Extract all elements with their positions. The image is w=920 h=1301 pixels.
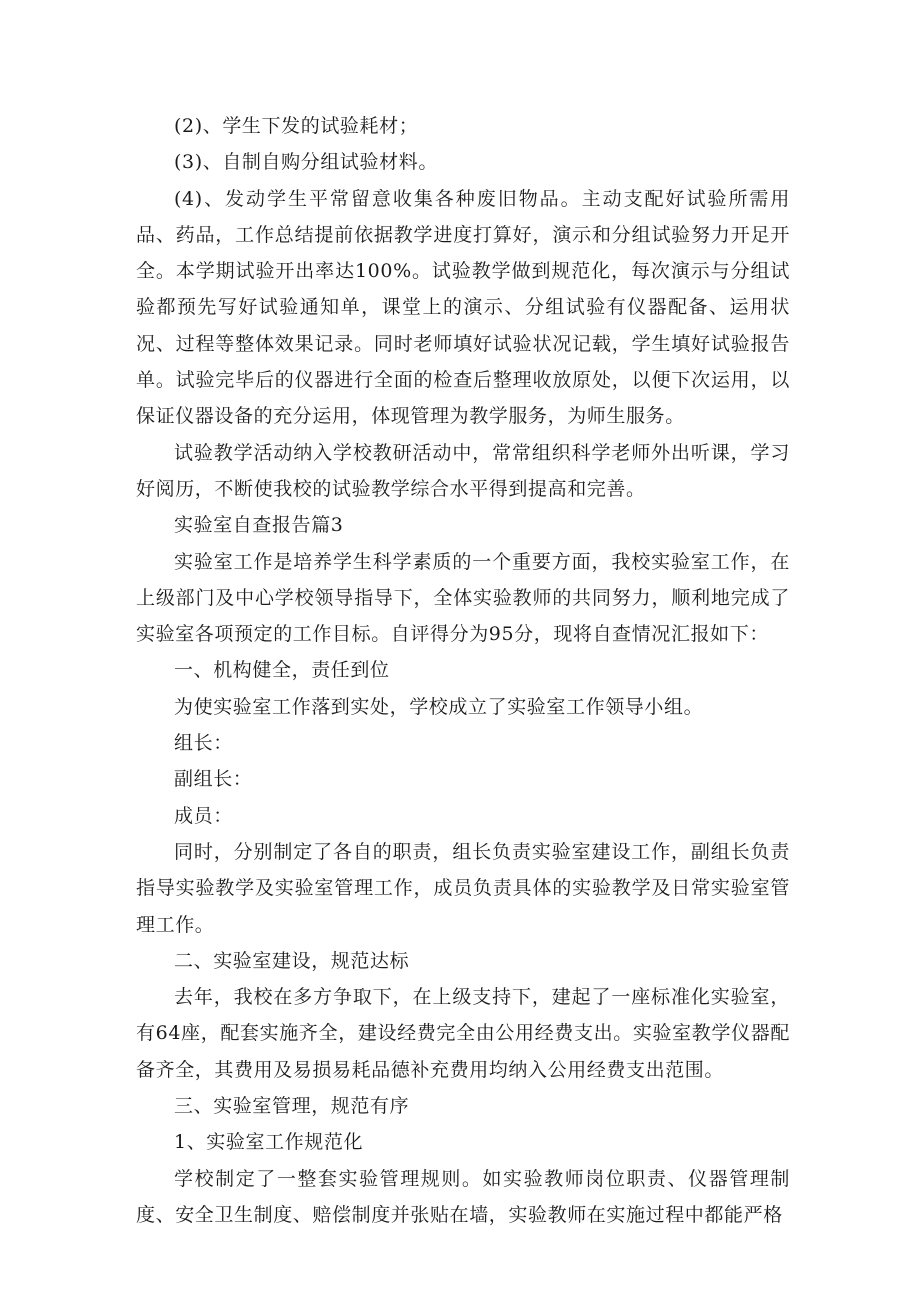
paragraph-rules: 学校制定了一整套实验管理规则。如实验教师岗位职责、仪器管理制度、安全卫生制度、赔偿制度并张贴在墙，实验教师在实施过程中都能严格	[136, 1167, 790, 1226]
heading-standardization: 1、实验室工作规范化	[174, 1131, 364, 1154]
document-body	[136, 108, 790, 1233]
paragraph-construction: 去年，我校在多方争取下，在上级支持下，建起了一座标准化实验室，有64座，配套实施齐全，建设经费完全由公用经费支出。实验室教学仪器配备齐全，其费用及易损易耗品德补充费用均纳入公用经费支出范围。	[136, 986, 790, 1081]
paragraph-leadership-group: 为使实验室工作落到实处，学校成立了实验室工作领导小组。	[174, 695, 704, 718]
paragraph-intro: 实验室工作是培养学生科学素质的一个重要方面，我校实验室工作，在上级部门及中心学校领导指导下，全体实验教师的共同努力，顺利地完成了实验室各项预定的工作目标。自评得分为95分，现将自查情况汇报如下：	[136, 550, 790, 646]
label-deputy-leader: 副组长：	[174, 768, 253, 791]
label-members: 成员：	[174, 804, 233, 827]
paragraph-item-4: (4)、发动学生平常留意收集各种废旧物品。主动支配好试验所需用品、药品，工作总结提前依据教学进度打算好，演示和分组试验努力开足开全。本学期试验开出率达100%。试验教学做到规范化，每次演示与分组试验都预先写好试验通知单，课堂上的演示、分组试验有仪器配备、运用状况、过程等整体效果记录。同时老师填好试验状况记载，学生填好试验报告单。试验完毕后的仪器进行全面的检查后整理收放原处，以便下次运用，以保证仪器设备的充分运用，体现管理为教学服务，为师生服务。	[136, 187, 790, 428]
label-group-leader: 组长：	[174, 732, 233, 755]
heading-lab-management: 三、实验室管理，规范有序	[174, 1095, 410, 1118]
paragraph-item-2: (2)、学生下发的试验耗材；	[174, 115, 419, 137]
paragraph-item-3: (3)、自制自购分组试验材料。	[174, 151, 438, 174]
paragraph-responsibilities: 同时，分别制定了各自的职责，组长负责实验室建设工作，副组长负责指导实验教学及实验室管理工作，成员负责具体的实验教学及日常实验室管理工作。	[136, 840, 790, 936]
heading-organization: 一、机构健全，责任到位	[174, 659, 390, 682]
heading-lab-construction: 二、实验室建设，规范达标	[174, 949, 410, 972]
section-title-report-3: 实验室自查报告篇3	[174, 514, 344, 537]
paragraph-teaching-research: 试验教学活动纳入学校教研活动中，常常组织科学老师外出听课，学习好阅历，不断使我校的试验教学综合水平得到提高和完善。	[136, 441, 790, 500]
